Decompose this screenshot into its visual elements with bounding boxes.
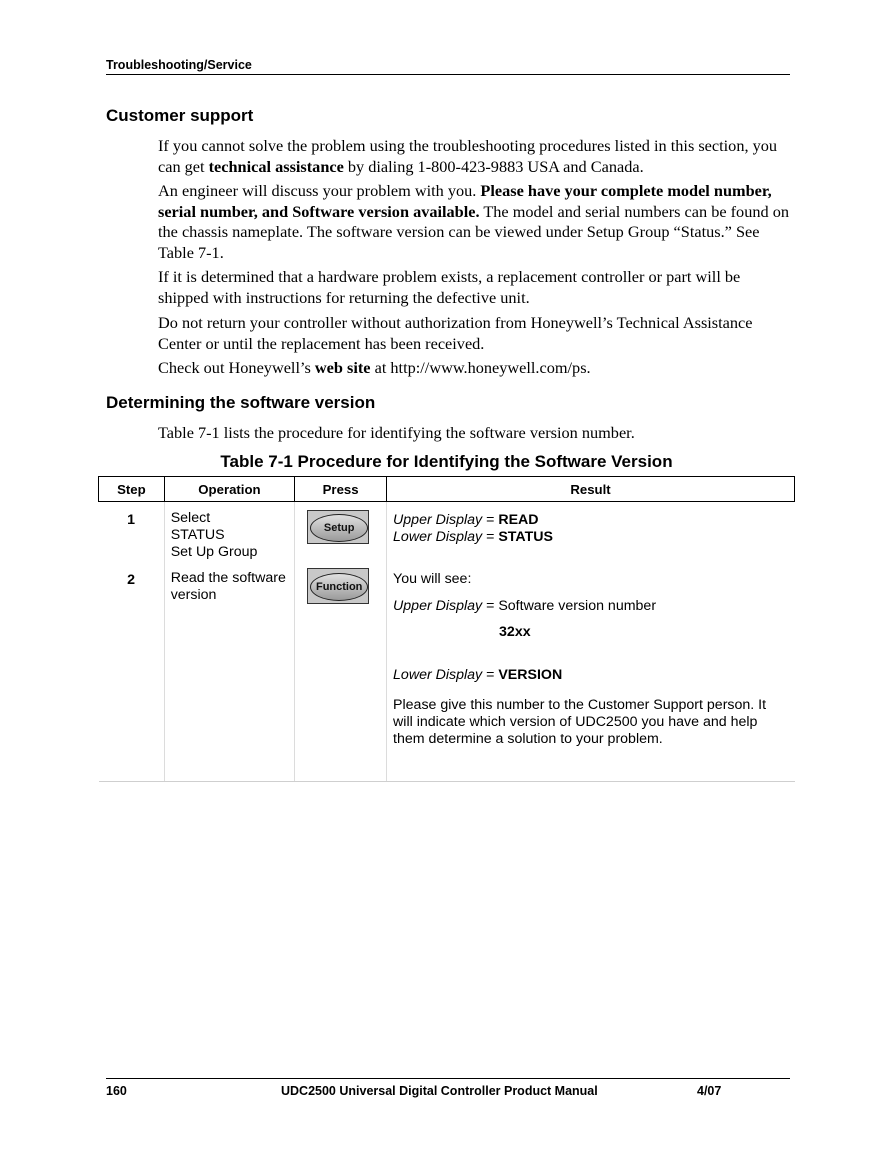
- operation-cell: Read the software version: [164, 564, 294, 782]
- version-number: 32xx: [499, 623, 531, 640]
- setup-key-icon: [307, 510, 369, 544]
- paragraph-assistance: If you cannot solve the problem using the troubleshooting procedures listed in this section, you can get technical assistance by dialing 1-800-423-9883 USA and Canada.: [158, 136, 778, 176]
- page-number: 160: [106, 1084, 127, 1098]
- footer-title: UDC2500 Universal Digital Controller Product Manual: [281, 1084, 598, 1098]
- support-note: Please give this number to the Customer Support person. It will indicate which version of UDC2500 you have and help them determine a solution to your problem.: [393, 696, 767, 747]
- heading-customer-support: Customer support: [106, 106, 254, 125]
- operation-cell: Select STATUS Set Up Group: [164, 502, 294, 564]
- press-cell: [295, 502, 387, 564]
- result-cell: You will see: Upper Display = Software version number 32xx Lower Display = VERSION Please give this number to the Customer Support person. It will indicate which version of UDC2500 you have and help them determine a solution to your problem.: [387, 564, 795, 782]
- header-rule: [106, 74, 790, 75]
- function-key-label: Function: [310, 573, 368, 601]
- paragraph-website: Check out Honeywell’s web site at http://www.honeywell.com/ps.: [158, 358, 591, 377]
- column-header-step: Step: [99, 477, 165, 502]
- press-cell: [295, 564, 387, 782]
- heading-software-version: Determining the software version: [106, 393, 376, 412]
- column-header-press: Press: [295, 477, 387, 502]
- column-header-result: Result: [387, 477, 795, 502]
- paragraph-hardware: If it is determined that a hardware problem exists, a replacement controller or part will be shipped with instructions for returning the defective unit.: [158, 267, 741, 307]
- step-number: 1: [99, 502, 165, 564]
- footer-date: 4/07: [697, 1084, 722, 1098]
- step-number: 2: [99, 564, 165, 782]
- table-title: Table 7-1 Procedure for Identifying the Software Version: [220, 452, 673, 471]
- column-header-operation: Operation: [164, 477, 294, 502]
- footer-rule: [106, 1078, 790, 1079]
- paragraph-authorization: Do not return your controller without authorization from Honeywell’s Technical Assistance Center or until the replacement has been received.: [158, 313, 753, 353]
- running-header: Troubleshooting/Service: [106, 58, 252, 72]
- table-row: [99, 564, 795, 782]
- paragraph-table-intro: Table 7-1 lists the procedure for identifying the software version number.: [158, 423, 635, 442]
- table-row: [99, 502, 795, 564]
- procedure-table: [98, 476, 795, 782]
- table-header-row: [99, 477, 795, 502]
- function-key-icon: [307, 568, 369, 604]
- result-cell: Upper Display = READ Lower Display = STATUS: [393, 512, 553, 545]
- setup-key-label: Setup: [310, 514, 368, 542]
- paragraph-engineer: An engineer will discuss your problem with you. Please have your complete model number, serial number, and Software version available. The model and serial numbers can be found on the chassis nameplate. The software version can be viewed under Setup Group “Status.” See Table 7-1.: [158, 181, 789, 262]
